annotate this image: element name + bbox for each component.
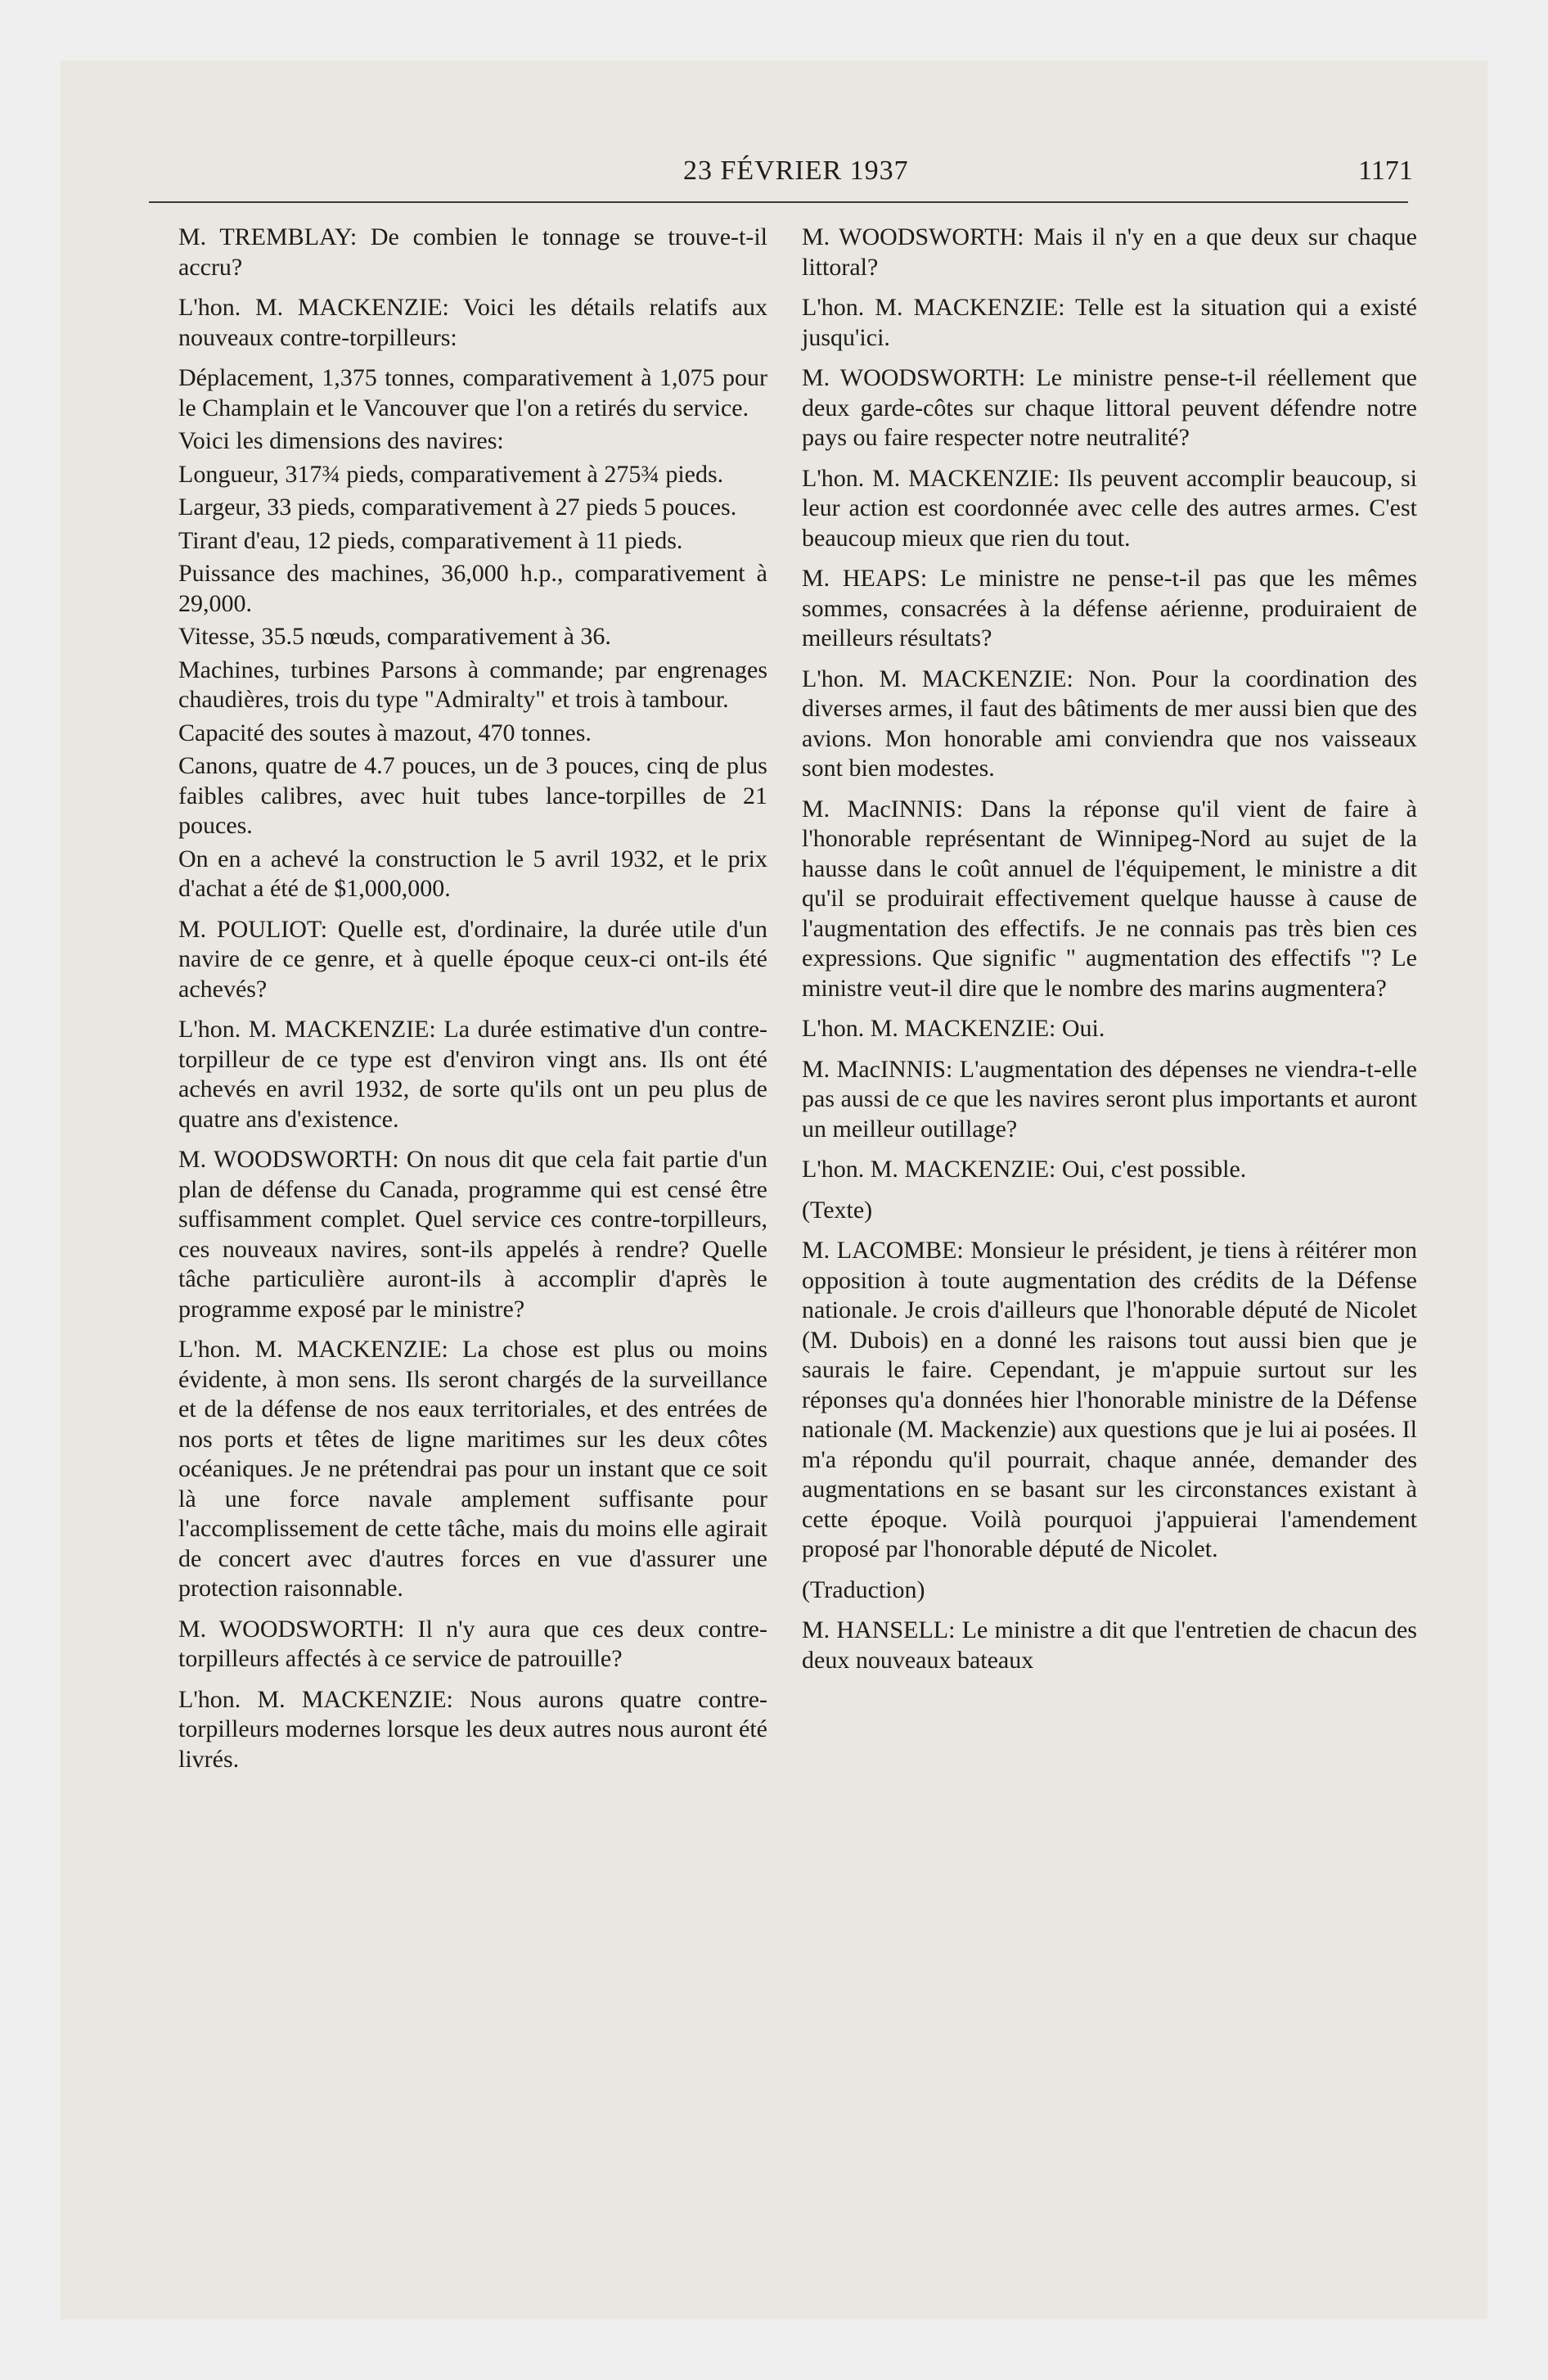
paragraph: M. MacINNIS: L'augmentation des dépenses ne viendra-t-elle pas aussi de ce que les navires seront plus importants et auront un meilleur outillage? [802, 1055, 1417, 1143]
paragraph: M. WOODSWORTH: Le ministre pense-t-il réellement que deux garde-côtes sur chaque littoral peuvent défendre notre pays ou faire respecter notre neutralité? [802, 364, 1417, 451]
paragraph: L'hon. M. MACKENZIE: Oui. [802, 1015, 1105, 1042]
paragraph: Largeur, 33 pieds, comparativement à 27 pieds 5 pouces. [178, 494, 737, 521]
paragraph: L'hon. M. MACKENZIE: Oui, c'est possible. [802, 1156, 1247, 1183]
paragraph: M. POULIOT: Quelle est, d'ordinaire, la durée utile d'un navire de ce genre, et à quelle époque ceux-ci ont-ils été achevés? [178, 915, 767, 1003]
paragraph: L'hon. M. MACKENZIE: Nous aurons quatre contre-torpilleurs modernes lorsque les deux autres nous auront été livrés. [178, 1685, 767, 1773]
paragraph: M. WOODSWORTH: On nous dit que cela fait partie d'un plan de défense du Canada, programme qui est censé être suffisamment complet. Quel service ces contre-torpilleurs, ces nouveaux navires, sont-ils appelés à rendre? Quelle tâche particulière auront-ils à accomplir d'après le programme exposé par le ministre? [178, 1146, 767, 1323]
paragraph: Voici les dimensions des navires: [178, 427, 504, 454]
paragraph: L'hon. M. MACKENZIE: Non. Pour la coordination des diverses armes, il faut des bâtiments de mer aussi bien que des avions. Mon honorable ami conviendra que nos vaisseaux sont bien modestes. [802, 665, 1417, 782]
paragraph: M. HEAPS: Le ministre ne pense-t-il pas que les mêmes sommes, consacrées à la défense aérienne, produiraient de meilleurs résultats? [802, 565, 1417, 651]
paragraph: Tirant d'eau, 12 pieds, comparativement à 11 pieds. [178, 526, 683, 554]
paragraph: M. WOODSWORTH: Mais il n'y en a que deux sur chaque littoral? [802, 223, 1417, 281]
paragraph: Déplacement, 1,375 tonnes, comparativement à 1,075 pour le Champlain et le Vancouver que l'on a retirés du service. [178, 364, 767, 421]
paragraph: Vitesse, 35.5 nœuds, comparativement à 36. [178, 623, 611, 650]
page-number: 1171 [1358, 156, 1413, 186]
right-column [802, 223, 1417, 1686]
paragraph: L'hon. M. MACKENZIE: Voici les détails relatifs aux nouveaux contre-torpilleurs: [178, 294, 767, 351]
left-column [178, 223, 767, 1785]
paragraph: Longueur, 317¾ pieds, comparativement à 275¾ pieds. [178, 460, 724, 488]
paragraph: Machines, turbines Parsons à commande; par engrenages chaudières, trois du type "Admiralty" et trois à tambour. [178, 656, 767, 713]
header-rule [149, 201, 1408, 203]
paragraph: Canons, quatre de 4.7 pouces, un de 3 pouces, cinq de plus faibles calibres, avec huit tubes lance-torpilles de 21 pouces. [178, 752, 767, 839]
paragraph: On en a achevé la construction le 5 avril 1932, et le prix d'achat a été de $1,000,000. [178, 845, 767, 902]
paragraph: L'hon. M. MACKENZIE: La chose est plus ou moins évidente, à mon sens. Ils seront chargés de la surveillance et de la défense de nos eaux territoriales, et des entrées de nos ports et têtes de ligne maritimes sur les deux côtes océaniques. Je ne prétendrai pas pour un instant que ce soit là une force navale amplement suffisante pour l'accomplissement de cette tâche, mais du moins elle agirait de concert avec d'autres forces en vue d'assurer une protection raisonnable. [178, 1336, 767, 1602]
section-label: (Texte) [802, 1196, 873, 1224]
paragraph: L'hon. M. MACKENZIE: Telle est la situation qui a existé jusqu'ici. [802, 294, 1417, 351]
paragraph: Puissance des machines, 36,000 h.p., comparativement à 29,000. [178, 560, 767, 617]
section-label: (Traduction) [802, 1575, 925, 1603]
paragraph: M. WOODSWORTH: Il n'y aura que ces deux contre-torpilleurs affectés à ce service de patrouille? [178, 1615, 767, 1672]
paragraph: L'hon. M. MACKENZIE: La durée estimative d'un contre-torpilleur de ce type est d'environ vingt ans. Ils ont été achevés en avril 1932, de sorte qu'ils ont un peu plus de quatre ans d'existence. [178, 1016, 767, 1133]
paragraph: M. HANSELL: Le ministre a dit que l'entretien de chacun des deux nouveaux bateaux [802, 1616, 1417, 1674]
paragraph: M. LACOMBE: Monsieur le président, je tiens à réitérer mon opposition à toute augmentation des crédits de la Défense nationale. Je crois d'ailleurs que l'honorable député de Nicolet (M. Dubois) en a donné les raisons tout aussi bien que je saurais le faire. Cependant, je m'appuie surtout sur les réponses qu'a données hier l'honorable ministre de la Défense nationale (M. Mackenzie) aux questions que je lui ai posées. Il m'a répondu qu'il pourrait, chaque année, demander des augmentations en se basant sur les circonstances existant à cette époque. Voilà pourquoi j'appuierai l'amendement proposé par l'honorable député de Nicolet. [802, 1237, 1417, 1562]
paragraph: L'hon. M. MACKENZIE: Ils peuvent accomplir beaucoup, si leur action est coordonnée avec celle des autres armes. C'est beaucoup mieux que rien du tout. [802, 464, 1417, 552]
header-date: 23 FÉVRIER 1937 [683, 156, 909, 186]
paragraph: M. TREMBLAY: De combien le tonnage se trouve-t-il accru? [178, 223, 767, 281]
paragraph: Capacité des soutes à mazout, 470 tonnes. [178, 719, 592, 746]
paragraph: M. MacINNIS: Dans la réponse qu'il vient de faire à l'honorable représentant de Winnipeg-Nord au sujet de la hausse dans le coût annuel de l'équipement, le ministre a dit qu'il se produirait effectivement quelque hausse à cause de l'augmentation des effectifs. Je ne connais pas très bien ces expressions. Que signific " augmentation des effectifs "? Le ministre veut-il dire que le nombre des marins augmentera? [802, 795, 1417, 1002]
